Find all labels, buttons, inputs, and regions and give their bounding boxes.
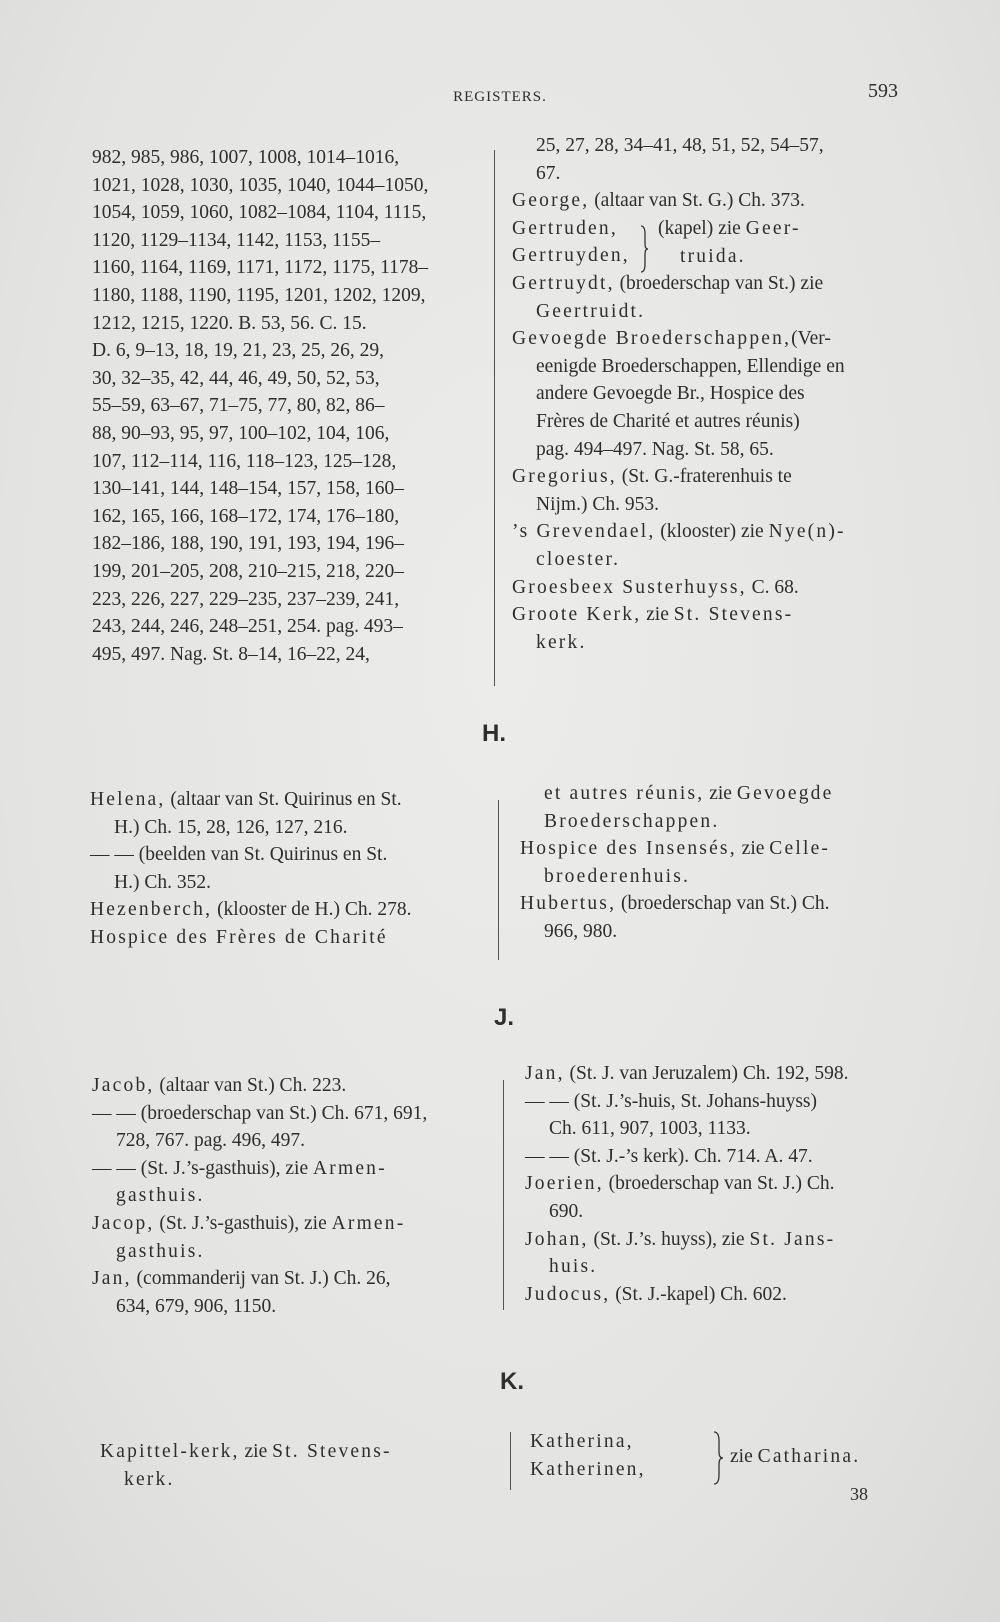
entry-line: — — (St. J.-’s kerk). Ch. 714. A. 47. <box>525 1145 813 1167</box>
entry-reference: kerk. <box>124 1468 175 1490</box>
entry-grevendael <box>512 518 846 546</box>
entry-line: 690. <box>549 1200 584 1222</box>
entry-hezenberch <box>90 896 412 924</box>
brace-katherina <box>712 1430 724 1486</box>
entry-text: zie <box>730 1446 753 1467</box>
signature-mark: 38 <box>850 1484 868 1504</box>
entry-line: 199, 201–205, 208, 210–215, 218, 220– <box>92 560 404 582</box>
entry-jacob <box>92 1072 427 1100</box>
entry-jan-jeruzalem <box>525 1060 848 1088</box>
page-number: 593 <box>868 80 898 102</box>
entry-reference: gasthuis. <box>116 1185 205 1207</box>
entry-line: 243, 244, 246, 248–251, 254. pag. 493– <box>92 616 403 638</box>
entry-line: andere Gevoegde Br., Hospice des <box>536 383 805 405</box>
entry-line: 30, 32–35, 42, 44, 46, 49, 50, 52, 53, <box>92 367 380 389</box>
entry-head: Kapittel-kerk, <box>100 1441 240 1462</box>
column-rule <box>510 1432 511 1490</box>
katherina-reference <box>730 1443 860 1471</box>
entry-line: 107, 112–114, 116, 118–123, 125–128, <box>92 450 397 472</box>
entry-line <box>520 780 833 808</box>
entry-line: pag. 494–497. Nag. St. 58, 65. <box>536 438 774 460</box>
k-right-column <box>530 1428 646 1483</box>
entry-text: (klooster) zie <box>655 521 769 543</box>
column-rule <box>494 150 495 686</box>
entry-line: 1212, 1215, 1220. B. 53, 56. C. 15. <box>92 312 367 334</box>
entry-head: Gertruydt, <box>512 272 615 294</box>
entry-reference: Geertruidt. <box>536 300 646 322</box>
entry-head: Johan, <box>525 1228 589 1250</box>
entry-text: — — (St. J.’s-gasthuis), zie <box>92 1157 313 1179</box>
entry-text: zie <box>736 838 770 860</box>
column-rule <box>498 800 499 960</box>
entry-katherina: Katherina, <box>530 1431 634 1452</box>
entry-text: (kapel) zie <box>658 218 741 239</box>
entry-george <box>512 187 846 215</box>
entry-text: (St. J. van Jeruzalem) Ch. 192, 598. <box>564 1063 849 1084</box>
entry-head: Hospice des Insensés, <box>520 838 737 860</box>
entry-katherinen: Katherinen, <box>530 1458 646 1480</box>
section-letter-h: H. <box>482 720 506 747</box>
j-right-column <box>525 1060 848 1308</box>
entry-head: Groote Kerk, <box>512 604 642 626</box>
entry-reference: Catharina. <box>757 1446 861 1467</box>
entry-line: 966, 980. <box>544 920 618 942</box>
entry-text: (commanderij van St. J.) Ch. 26, <box>131 1268 391 1290</box>
entry-line: 162, 165, 166, 168–172, 174, 176–180, <box>92 505 400 527</box>
entry-line: 1180, 1188, 1190, 1195, 1201, 1202, 1209, <box>92 284 426 306</box>
g-entries-column <box>512 132 846 656</box>
entry-line <box>92 1155 427 1183</box>
entry-reference: St. Jans- <box>749 1228 836 1250</box>
entry-line: 495, 497. Nag. St. 8–14, 16–22, 24, <box>92 643 370 665</box>
entry-gertruydt <box>512 270 846 298</box>
entry-text: (broederschap van St. J.) Ch. <box>603 1173 835 1195</box>
entry-reference: Armen- <box>312 1157 387 1179</box>
entry-reference: Broederschappen. <box>544 810 720 832</box>
entry-reference: Geer- <box>745 218 801 239</box>
entry-head: Groesbeex Susterhuyss, <box>512 576 747 598</box>
entry-gevoegde <box>512 325 846 353</box>
h-right-column <box>520 780 833 946</box>
entry-text: C. 68. <box>746 576 799 598</box>
entry-head: George, <box>512 190 590 212</box>
entry-line: 1054, 1059, 1060, 1082–1084, 1104, 1115, <box>92 202 427 224</box>
entry-groesbeex <box>512 574 846 602</box>
entry-line: 982, 985, 986, 1007, 1008, 1014–1016, <box>92 147 400 168</box>
entry-text: zie <box>239 1441 273 1462</box>
entry-kapittel-kerk <box>100 1438 392 1466</box>
entry-reference: St. Stevens- <box>673 604 794 626</box>
entry-reference: Armen- <box>331 1212 406 1234</box>
entry-helena <box>90 786 412 814</box>
entry-line: 182–186, 188, 190, 191, 193, 194, 196– <box>92 533 404 555</box>
entry-reference: cloester. <box>536 548 621 570</box>
entry-line: H.) Ch. 352. <box>114 871 211 893</box>
entry-reference: Nye(n)- <box>768 521 846 543</box>
continuation-column <box>92 144 428 668</box>
brace-gertruden <box>639 224 649 274</box>
entry-head: Hezenberch, <box>90 899 213 921</box>
entry-line: 1160, 1164, 1169, 1171, 1172, 1175, 1178– <box>92 257 429 279</box>
entry-line: H.) Ch. 15, 28, 126, 127, 216. <box>114 816 348 838</box>
entry-head: Jan, <box>92 1268 132 1290</box>
entry-text: (klooster de H.) Ch. 278. <box>212 899 412 921</box>
j-left-column <box>92 1072 427 1320</box>
entry-text: (altaar van St. G.) Ch. 373. <box>589 190 805 212</box>
entry-jan-commanderij <box>92 1265 427 1293</box>
entry-groote-kerk <box>512 601 846 629</box>
entry-text: zie <box>641 604 674 626</box>
entry-text: (broederschap van St.) zie <box>614 272 824 294</box>
entry-text: et autres réunis, <box>544 783 705 804</box>
column-rule <box>503 1080 504 1310</box>
entry-head: Helena, <box>90 789 166 810</box>
entry-text: (Ver- <box>791 328 831 350</box>
entry-reference: huis. <box>549 1256 598 1278</box>
entry-reference: truida. <box>680 245 746 267</box>
entry-line: 25, 27, 28, 34–41, 48, 51, 52, 54–57, <box>536 135 824 156</box>
entry-text: (St. J.’s. huyss), zie <box>588 1228 750 1250</box>
running-head: REGISTERS. <box>453 89 547 105</box>
entry-johan <box>525 1226 848 1254</box>
entry-head: Jan, <box>525 1063 565 1084</box>
entry-line: 223, 226, 227, 229–235, 237–239, 241, <box>92 588 400 610</box>
entry-joerien <box>525 1170 848 1198</box>
entry-gregorius <box>512 463 846 491</box>
entry-line: Ch. 611, 907, 1003, 1133. <box>549 1118 751 1140</box>
entry-head: Gregorius, <box>512 466 617 488</box>
entry-head: Jacop, <box>92 1212 155 1234</box>
entry-text: (altaar van St.) Ch. 223. <box>154 1075 347 1096</box>
entry-line: eenigde Broederschappen, Ellendige en <box>536 355 845 377</box>
entry-line: 130–141, 144, 148–154, 157, 158, 160– <box>92 478 404 500</box>
entry-hospice-insenses <box>520 835 833 863</box>
entry-reference: St. Stevens- <box>272 1441 392 1462</box>
section-letter-k: K. <box>500 1368 524 1395</box>
entry-reference: kerk. <box>536 631 587 653</box>
entry-head: Jacob, <box>92 1075 155 1096</box>
entry-line: 55–59, 63–67, 71–75, 77, 80, 82, 86– <box>92 395 385 417</box>
entry-line: — — (broederschap van St.) Ch. 671, 691, <box>92 1102 428 1124</box>
entry-jacop <box>92 1210 427 1238</box>
entry-line: 1021, 1028, 1030, 1035, 1040, 1044–1050, <box>92 174 429 196</box>
entry-hubertus <box>520 890 833 918</box>
entry-text: (St. J.’s-gasthuis), zie <box>154 1212 332 1234</box>
entry-text: (St. G.-fraterenhuis te <box>616 466 792 488</box>
entry-line: 67. <box>536 162 561 184</box>
entry-reference: broederenhuis. <box>544 865 691 887</box>
entry-line: Frères de Charité et autres réunis) <box>536 410 800 432</box>
entry-line: — — (beelden van St. Quirinus en St. <box>90 844 388 866</box>
entry-line: Nijm.) Ch. 953. <box>536 493 659 515</box>
entry-head: Gevoegde Broederschappen, <box>512 328 792 350</box>
entry-head: Joerien, <box>525 1173 604 1195</box>
entry-head: ’s Grevendael, <box>512 521 656 543</box>
entry-text: zie <box>704 783 737 804</box>
entry-line: 728, 767. pag. 496, 497. <box>116 1130 306 1152</box>
entry-gertruden: Gertruden, <box>512 217 618 239</box>
entry-line: — — (St. J.’s-huis, St. Johans-huyss) <box>525 1090 817 1112</box>
entry-reference: Celle- <box>769 838 831 860</box>
entry-line: 634, 679, 906, 1150. <box>116 1295 277 1317</box>
entry-reference: Gevoegde <box>736 783 834 804</box>
entry-text: (altaar van St. Quirinus en St. <box>165 789 402 810</box>
entry-text: (broederschap van St.) Ch. <box>616 893 830 915</box>
entry-head: Judocus, <box>525 1283 611 1305</box>
entry-text: (St. J.-kapel) Ch. 602. <box>610 1283 787 1305</box>
entry-line: D. 6, 9–13, 18, 19, 21, 23, 25, 26, 29, <box>92 340 384 362</box>
entry-reference: gasthuis. <box>116 1240 205 1262</box>
entry-gertruyden: Gertruyden, <box>512 245 630 267</box>
h-left-column <box>90 786 412 952</box>
entry-judocus <box>525 1281 848 1309</box>
entry-hospice-freres: Hospice des Frères de Charité <box>90 926 388 948</box>
k-left-column <box>100 1438 392 1493</box>
entry-head: Hubertus, <box>520 893 617 915</box>
entry-line: 1120, 1129–1134, 1142, 1153, 1155– <box>92 229 381 251</box>
entry-line: 88, 90–93, 95, 97, 100–102, 104, 106, <box>92 422 390 444</box>
section-letter-j: J. <box>493 1004 514 1031</box>
gertruden-reference <box>658 215 801 270</box>
